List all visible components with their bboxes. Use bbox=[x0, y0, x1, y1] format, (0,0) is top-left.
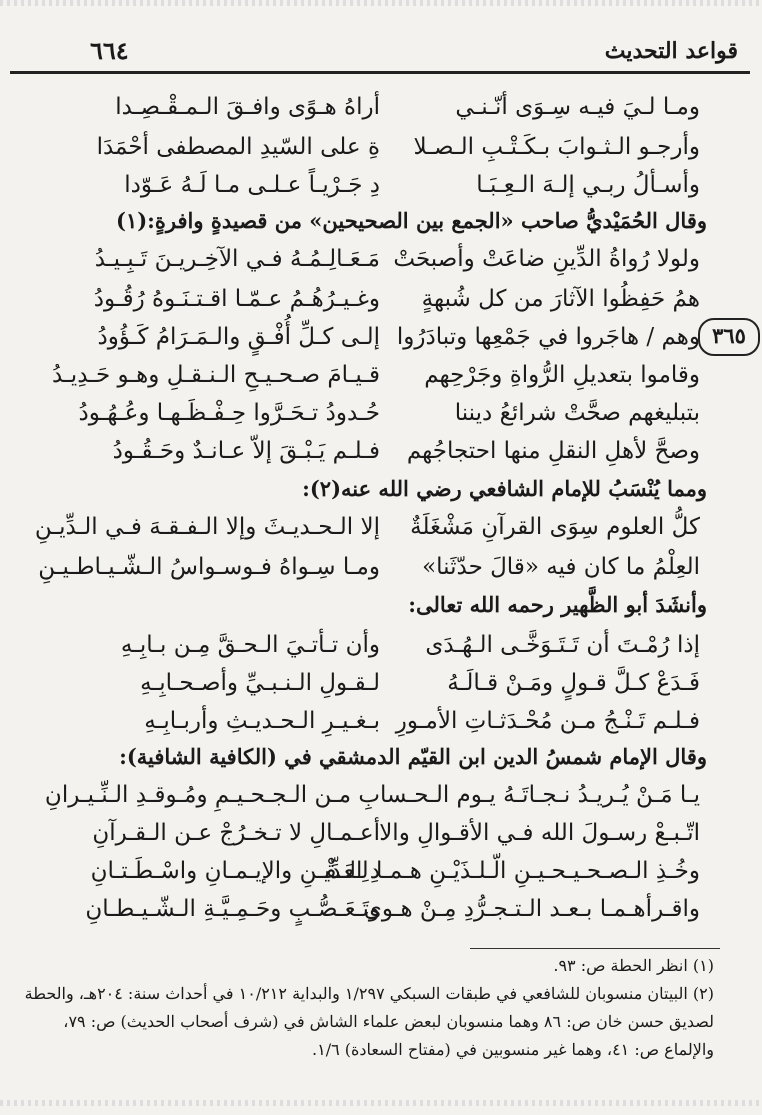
header-rule bbox=[10, 71, 750, 74]
hemistich-right: إذا رُمْـتَ أن تَـتَـوَخَّـى الـهُـدَى bbox=[425, 632, 700, 658]
verse-line bbox=[50, 896, 700, 930]
hemistich-left: فـلـم يَـبْـقَ إلاّ عـانـدٌ وحَـقُـودُ bbox=[112, 438, 380, 464]
hemistich-right: يـا مَـنْ يُـريـدُ نـجـاتَـهُ يـوم الـحـسا bbox=[379, 782, 700, 808]
footnote-rule bbox=[470, 948, 720, 949]
footnote: (٢) البيتان منسوبان للشافعي في طبقات السبكي ١/٢٩٧ والبداية ١٠/٢١٢ في أحداث سنة: ٢٠٤هـ، والحطة bbox=[24, 984, 714, 1003]
hemistich-right: ولولا رُواةُ الدِّينِ ضاعَتْ وأصبحَتْ bbox=[393, 246, 700, 272]
section-heading: وقال الحُمَيْديُّ صاحب «الجمع بين الصحيحين» من قصيدةٍ وافرةٍ:(١) bbox=[116, 208, 707, 233]
verse-line bbox=[50, 858, 700, 892]
verse-line bbox=[50, 670, 700, 704]
verse-line bbox=[50, 400, 700, 434]
hemistich-left: أعـمـالِ لا تـخـرُجْ عـن الـقـرآنِ bbox=[92, 820, 380, 846]
verse-line bbox=[38, 554, 700, 588]
hemistich-left: حُـدودُ تـحَـرَّوا حِـفْـظَـهـا وعُـهُـودُ bbox=[78, 400, 380, 426]
hemistich-left: قـيـامَ صـحـيـحِ الـنـقـلِ وهـو حَـدِيـدُ bbox=[52, 362, 380, 388]
verse-line bbox=[50, 438, 700, 472]
hemistich-left: لـقـولِ الـنـبـيِّ وأصـحـابِـهِ bbox=[140, 670, 380, 696]
hemistich-left: وغـيـرُهُـمُ عـمّـا اقـتـنَـوهُ رُقُـودُ bbox=[93, 286, 380, 312]
hemistich-left: بـغـيـرِ الـحـديـثِ وأربـابِـهِ bbox=[144, 708, 380, 734]
verse-line bbox=[50, 286, 700, 320]
hemistich-left: وأن تـأتـيَ الـحـقَّ مِـن بـابِـهِ bbox=[120, 632, 380, 658]
verse-line bbox=[50, 708, 700, 742]
page-number: ٦٦٤ bbox=[90, 36, 129, 65]
verse-line bbox=[50, 172, 700, 206]
hemistich-right: بتبليغهم صحَّتْ شرائعُ ديننا bbox=[454, 400, 700, 426]
hemistich-right: فَـدَعْ كـلَّ قـولٍ ومَـنْ قـالَـهُ bbox=[447, 670, 700, 696]
verse-line bbox=[50, 324, 700, 358]
hemistich-right: كلُّ العلوم سِوَى القرآنِ مَشْغَلَةٌ bbox=[410, 514, 700, 540]
hemistich-left: إلا الـحـديـثَ وإلا الـفـقـهَ فـي الـدِّيـنِ bbox=[34, 514, 380, 540]
hemistich-left: وتَـعَـصُّـبٍ وحَـمِـيَّـةِ الـشّـيـطـانِ bbox=[85, 896, 380, 922]
hemistich-right: وقاموا بتعديلِ الرُّواةِ وجَرْحِهم bbox=[424, 362, 700, 388]
hemistich-right: العِلْمُ ما كان فيه «قالَ حدّثَنا» bbox=[422, 554, 700, 580]
verse-line bbox=[50, 94, 700, 128]
verse-line bbox=[50, 362, 700, 396]
running-header bbox=[10, 34, 750, 74]
hemistich-right: وأسـألُ ربـي إلـهَ الـعِـبَـا bbox=[476, 172, 700, 198]
hemistich-left: بِ مـن الـجـحـيـمِ ومُـوقـدِ الـنِّـيـرانِ bbox=[44, 782, 380, 808]
hemistich-right: واقـرأهـمـا بـعـد الـتـجـرُّدِ مِـنْ هـوى bbox=[363, 896, 700, 922]
footnote: لصديق حسن خان ص: ٨٦ وهما منسوبان لبعض علماء الشاش في (شرف أصحاب الحديث) ص: ٧٩، bbox=[63, 1012, 714, 1031]
section-heading: وقال الإمام شمسُ الدين ابن القيّم الدمشقي في (الكافية الشافية): bbox=[119, 744, 707, 769]
hemistich-left: ةِ على السّيدِ المصطفى أحْمَدَا bbox=[96, 134, 380, 160]
bottom-edge bbox=[0, 1100, 762, 1106]
verse-line bbox=[50, 134, 700, 168]
verse-line bbox=[34, 514, 700, 548]
hemistich-right: وخُـذِ الـصـحـيـحـيـنِ الّـلـذَيْـنِ هـمـا لِـعَـقْـ bbox=[318, 858, 700, 884]
side-page-number: ٣٦٥ bbox=[698, 318, 760, 356]
hemistich-left: ومـا سِـواهُ فـوسـواسُ الـشّـيـاطـيـنِ bbox=[38, 554, 380, 580]
header-title: قواعد التحديث bbox=[604, 38, 738, 64]
hemistich-right: وهم / هاجَروا في جَمْعِها وتبادَرُوا bbox=[396, 324, 700, 350]
section-heading: وأنشَدَ أبو الظَّهير رحمه الله تعالى: bbox=[408, 592, 707, 617]
hemistich-right: وأرجـو الـثـوابَ بـكَـتْـبِ الـصـلا bbox=[413, 134, 700, 160]
hemistich-right: همُ حَفِظُوا الآثارَ من كل شُبهةٍ bbox=[421, 286, 700, 312]
verse-line bbox=[50, 632, 700, 666]
footnote: والإلماع ص: ٤١، وهما غير منسوبين في (مفتاح السعادة) ١/٦. bbox=[312, 1040, 714, 1059]
verse-line bbox=[44, 782, 700, 816]
hemistich-right: اتّـبـعْ رسـولَ الله فـي الأقـوالِ والا bbox=[379, 820, 700, 846]
hemistich-left: إلـى كـلِّ أُفْـقٍ والـمَـرَامُ كَـؤُودُ bbox=[97, 324, 380, 350]
hemistich-left: أراهُ هـوًى وافـقَ الـمـقْـصِـدا bbox=[115, 94, 380, 120]
hemistich-left: دِ الـدِّيـنِ والإيـمـانِ واسْـطَـتـانِ bbox=[90, 858, 380, 884]
hemistich-left: دِ جَـرْيـاً عـلـى مـا لَـهُ عَـوّدا bbox=[124, 172, 380, 198]
section-heading: ومما يُنْسَبُ للإمام الشافعي رضي الله عنه(٢): bbox=[302, 476, 707, 501]
hemistich-right: ومـا لـيَ فيـه سِـوَى أنّـنـي bbox=[455, 94, 700, 120]
verse-line bbox=[50, 246, 700, 280]
verse-line bbox=[50, 820, 700, 854]
top-edge bbox=[0, 0, 762, 6]
hemistich-right: فـلـم تَـنْـجُ مـن مُحْـدَثـاتِ الأمـورِ bbox=[395, 708, 700, 734]
footnote: (١) انظر الحطة ص: ٩٣. bbox=[553, 956, 714, 975]
hemistich-right: وصحَّ لأهلِ النقلِ منها احتجاجُهم bbox=[406, 438, 700, 464]
hemistich-left: مَـعَـالِـمُـهُ فـي الآخِـريـنَ تَـبِـيـدُ bbox=[94, 246, 380, 272]
